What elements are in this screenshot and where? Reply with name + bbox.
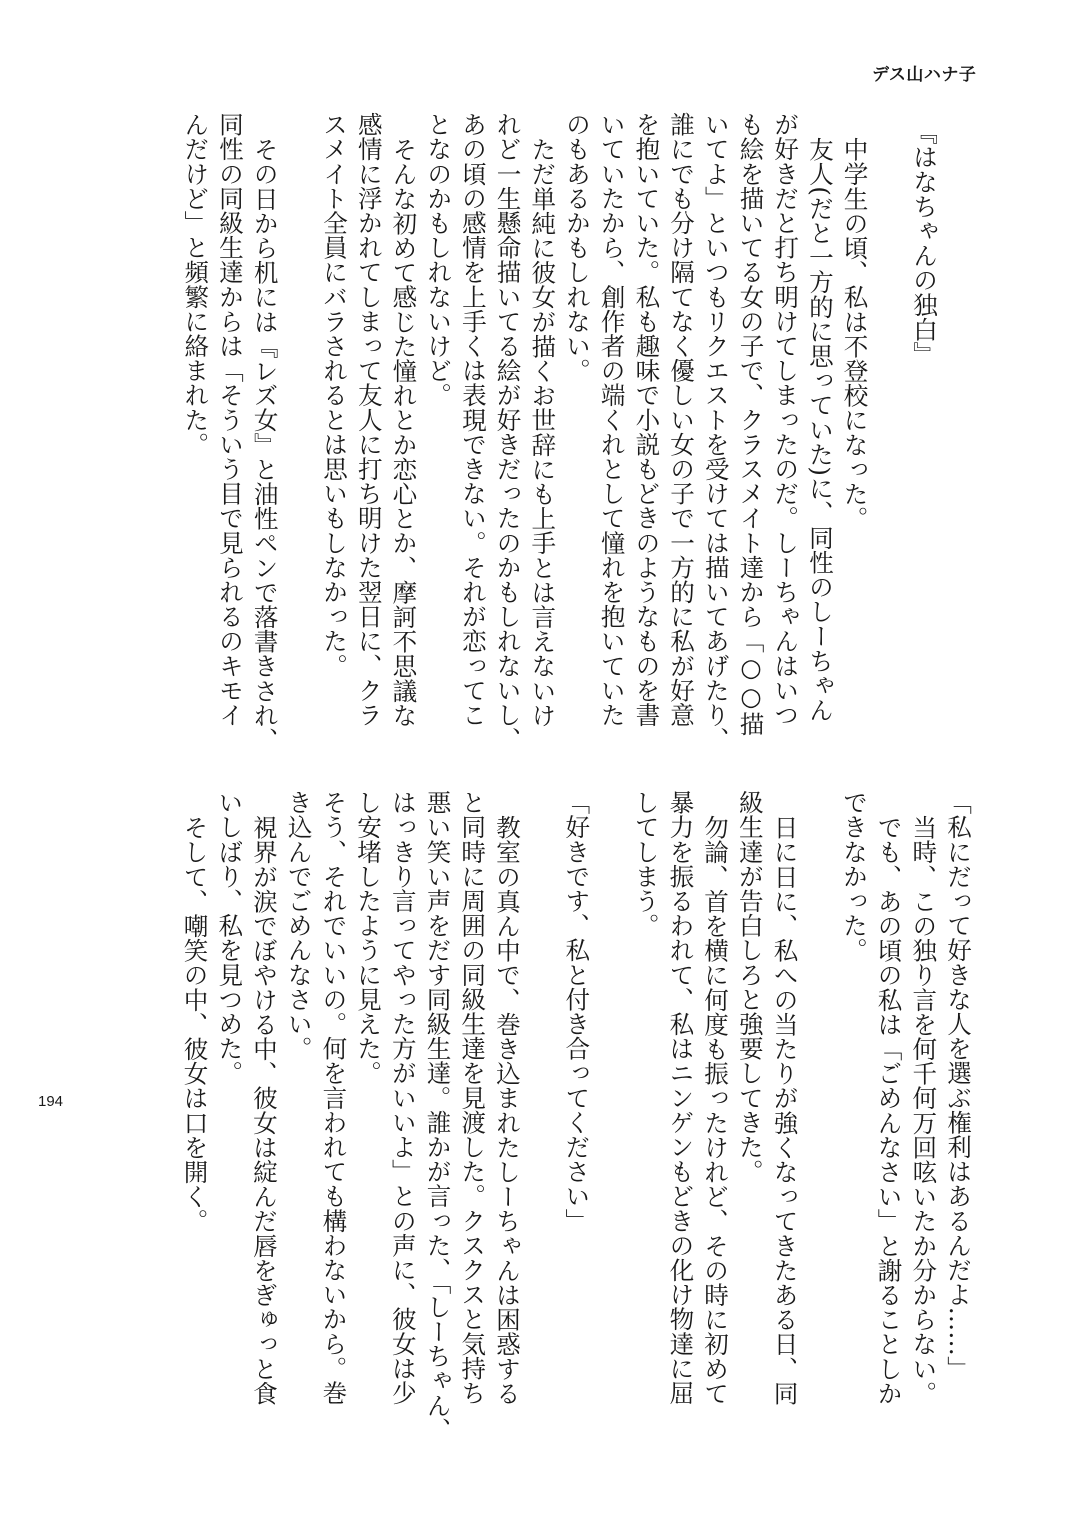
- blank-column: [872, 112, 907, 742]
- text-line: 暴力を振るわれて、私はニンゲンもどきの化け物達に屈: [666, 790, 696, 1405]
- page-number: 194: [38, 1093, 64, 1110]
- text-line: んだけど」と頻繁に絡まれた。: [181, 112, 211, 457]
- text-line: いていたから、創作者の端くれとして憧れを抱いていた: [597, 112, 627, 727]
- text-line: いてよ」といつもリクエストを受けては描いてあげたり、: [701, 112, 731, 752]
- text-line: 悪い笑い声をだす同級生達。誰かが言った、「しーちゃん、: [423, 790, 453, 1442]
- text-line: してしまう。: [631, 790, 661, 938]
- text-line: 級生達が告白しろと強要してきた。: [735, 790, 765, 1184]
- blank-column: [282, 112, 317, 742]
- text-line: を抱いていた。私も趣味で小説もどきのようなものを書: [632, 112, 662, 727]
- text-line: 感情に浮かれてしまって友人に打ち明けた翌日に、クラ: [354, 112, 384, 727]
- text-line: れど一生懸命描いてる絵が好きだったのかもしれないし、: [493, 112, 523, 752]
- dialogue-line: 「好きです、私と付き合ってください」: [562, 790, 592, 1233]
- text-line: その日から机には『レズ女』と油性ペンで落書きされ、: [250, 136, 280, 752]
- text-line: と同時に周囲の同級生達を見渡した。クスクスと気持ち: [458, 790, 488, 1405]
- text-line: でも、あの頃の私は「ごめんなさい」と謝ることしか: [874, 814, 904, 1405]
- text-line: そして、嘲笑の中、彼女は口を開く。: [180, 814, 210, 1233]
- text-line: し安堵したように見えた。: [354, 790, 384, 1086]
- text-line: が好きだと打ち明けてしまったのだ。しーちゃんはいつ: [771, 112, 801, 727]
- text-line: 教室の真ん中で、巻き込まれたしーちゃんは困惑する: [492, 814, 522, 1405]
- author-name-header: デス山ハナ子: [872, 65, 977, 85]
- text-line: はっきり言ってやった方がいいよ」との声に、彼女は少: [388, 790, 418, 1405]
- blank-column: [802, 790, 837, 1420]
- text-line: のもあるかもしれない。: [562, 112, 592, 383]
- text-line: 友人(だと一方的に思っていた)に、同性のしーちゃん: [805, 136, 835, 722]
- text-line: 日に日に、私への当たりが強くなってきたある日、同: [770, 814, 800, 1405]
- text-line: き込んでごめんなさい。: [284, 790, 314, 1061]
- text-line: そう、それでいいの。何を言われても構わないから。巻: [319, 790, 349, 1405]
- lower-text-block: [177, 790, 975, 1442]
- text-line: できなかった。: [839, 790, 869, 963]
- text-line: 誰にでも分け隔てなく優しい女の子で一方的に私が好意: [667, 112, 697, 727]
- text-line: 当時、この独り言を何千何万回呟いたか分からない。: [909, 814, 939, 1405]
- text-line: そんな初めて感じた憧れとか恋心とか、摩訶不思議な: [389, 136, 419, 727]
- upper-text-block: [178, 112, 941, 752]
- dialogue-line: 「私にだって好きな人を選ぶ権利はあるんだよ……」: [944, 790, 973, 1381]
- blank-column: [524, 790, 559, 1420]
- text-line: 中学生の頃、私は不登校になった。: [840, 136, 870, 531]
- text-line: 勿論、首を横に何度も振ったけれど、その時に初めて: [701, 814, 731, 1405]
- text-line: 同性の同級生達からは「そういう目で見られるのキモイ: [215, 112, 245, 727]
- text-line: 視界が涙でぼやける中、彼女は綻んだ唇をぎゅっと食: [249, 814, 279, 1405]
- story-title: 『はなちゃんの独白』: [910, 120, 939, 366]
- text-line: となのかもしれないけど。: [424, 112, 454, 408]
- text-line: スメイト全員にバラされるとは思いもしなかった。: [320, 112, 350, 678]
- text-line: いしばり、私を見つめた。: [215, 790, 245, 1086]
- text-line: も絵を描いてる女の子で、クラスメイト達から「○○描: [736, 112, 766, 736]
- blank-column: [593, 790, 628, 1420]
- text-line: あの頃の感情を上手くは表現できない。それが恋ってこ: [458, 112, 488, 727]
- text-line: ただ単純に彼女が描くお世辞にも上手とは言えないけ: [528, 136, 558, 727]
